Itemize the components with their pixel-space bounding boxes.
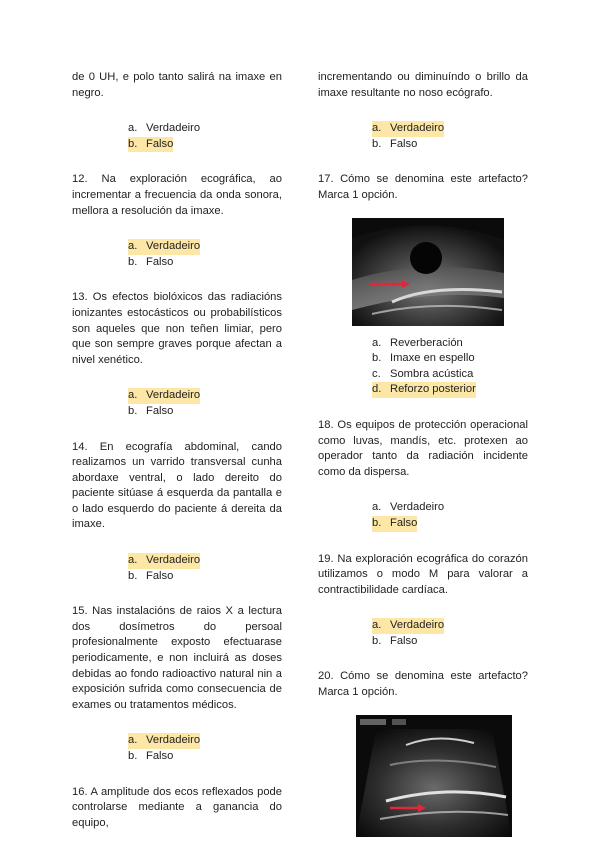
right-column bbox=[318, 70, 528, 837]
ultrasound-artefact-graphic-2 bbox=[356, 715, 512, 837]
q18-options bbox=[318, 500, 528, 531]
q16-option-a[interactable]: a. Verdadeiro bbox=[372, 121, 444, 137]
q13-text: 13. Os efectos biolóxicos das radiacións ionizantes estocásticos ou probabilísticos son aqueles que non teñen limiar, pero que son sempre graves porque afectan a nivel xenético. bbox=[72, 291, 282, 366]
q16-options bbox=[318, 121, 528, 152]
q17-option-d[interactable]: d. Reforzo posterior bbox=[372, 382, 476, 398]
q14-text: 14. En ecografía abdominal, cando realizamos un varrido transversal cunha abordaxe ventral, o lado dereito do paciente sitúase á esquerda da pantalla e o lado esquerdo do paciente á dereita da imaxe. bbox=[72, 440, 282, 531]
q17-option-a[interactable]: a. Reverberación bbox=[372, 336, 463, 349]
q11-options bbox=[72, 121, 282, 152]
q20-text: 20. Cómo se denomina este artefacto? Marca 1 opción. bbox=[318, 670, 528, 699]
q12-option-b[interactable]: b. Falso bbox=[128, 255, 174, 268]
q16-text-head: 16. A amplitude dos ecos reflexados pode controlarse mediante a ganancia do equipo, bbox=[72, 785, 282, 829]
q19-options bbox=[318, 618, 528, 649]
q15-options bbox=[72, 733, 282, 764]
q20-ultrasound-image bbox=[356, 715, 512, 837]
q16-text-tail: incrementando ou diminuíndo o brillo da imaxe resultante no noso ecógrafo. bbox=[318, 71, 528, 99]
q13-options bbox=[72, 388, 282, 419]
q17-option-b[interactable]: b. Imaxe en espello bbox=[372, 352, 475, 365]
q18-option-a[interactable]: a. Verdadeiro bbox=[372, 501, 445, 514]
q14-options bbox=[72, 553, 282, 584]
q19-text: 19. Na exploración ecográfica do corazón utilizamos o modo M para valorar a contractibilidade cardíaca. bbox=[318, 552, 528, 596]
q17-ultrasound-image bbox=[352, 218, 504, 326]
q11-option-a[interactable]: a. Verdadeiro bbox=[128, 122, 201, 135]
q12-options bbox=[72, 239, 282, 270]
q17-options bbox=[318, 336, 528, 398]
ultrasound-artefact-graphic bbox=[352, 218, 504, 326]
q12-option-a[interactable]: a. Verdadeiro bbox=[128, 239, 200, 255]
q16-option-b[interactable]: b. Falso bbox=[372, 137, 418, 150]
q12-text: 12. Na exploración ecográfica, ao incrementar a frecuencia da onda sonora, mellora a resolución da imaxe. bbox=[72, 173, 282, 217]
q15-text: 15. Nas instalacións de raios X a lectura dos dosímetros do persoal profesionalmente exposto efectuarase periodicamente, e non incluirá as doses debidas ao fondo radioactivo natural nin a exposición sufrida como consecuencia de exames ou tratamentos médicos. bbox=[72, 605, 282, 711]
q14-option-b[interactable]: b. Falso bbox=[128, 569, 174, 582]
q11-option-b[interactable]: b. Falso bbox=[128, 137, 173, 153]
q17-option-c[interactable]: c. Sombra acústica bbox=[372, 367, 474, 380]
q19-option-a[interactable]: a. Verdadeiro bbox=[372, 618, 444, 634]
q11-text-tail: de 0 UH, e polo tanto salirá na imaxe en negro. bbox=[72, 71, 282, 99]
q17-text: 17. Cómo se denomina este artefacto? Marca 1 opción. bbox=[318, 173, 528, 201]
q15-option-a[interactable]: a. Verdadeiro bbox=[128, 733, 200, 749]
q13-option-b[interactable]: b. Falso bbox=[128, 404, 174, 417]
q19-option-b[interactable]: b. Falso bbox=[372, 634, 418, 647]
q13-option-a[interactable]: a. Verdadeiro bbox=[128, 388, 200, 404]
q14-option-a[interactable]: a. Verdadeiro bbox=[128, 553, 200, 569]
q15-option-b[interactable]: b. Falso bbox=[128, 750, 174, 762]
q18-text: 18. Os equipos de protección operacional como luvas, mandís, etc. protexen ao operador tanto da radiación incidente como da dispersa. bbox=[318, 418, 528, 478]
left-column bbox=[72, 70, 282, 831]
q18-option-b[interactable]: b. Falso bbox=[372, 516, 417, 532]
